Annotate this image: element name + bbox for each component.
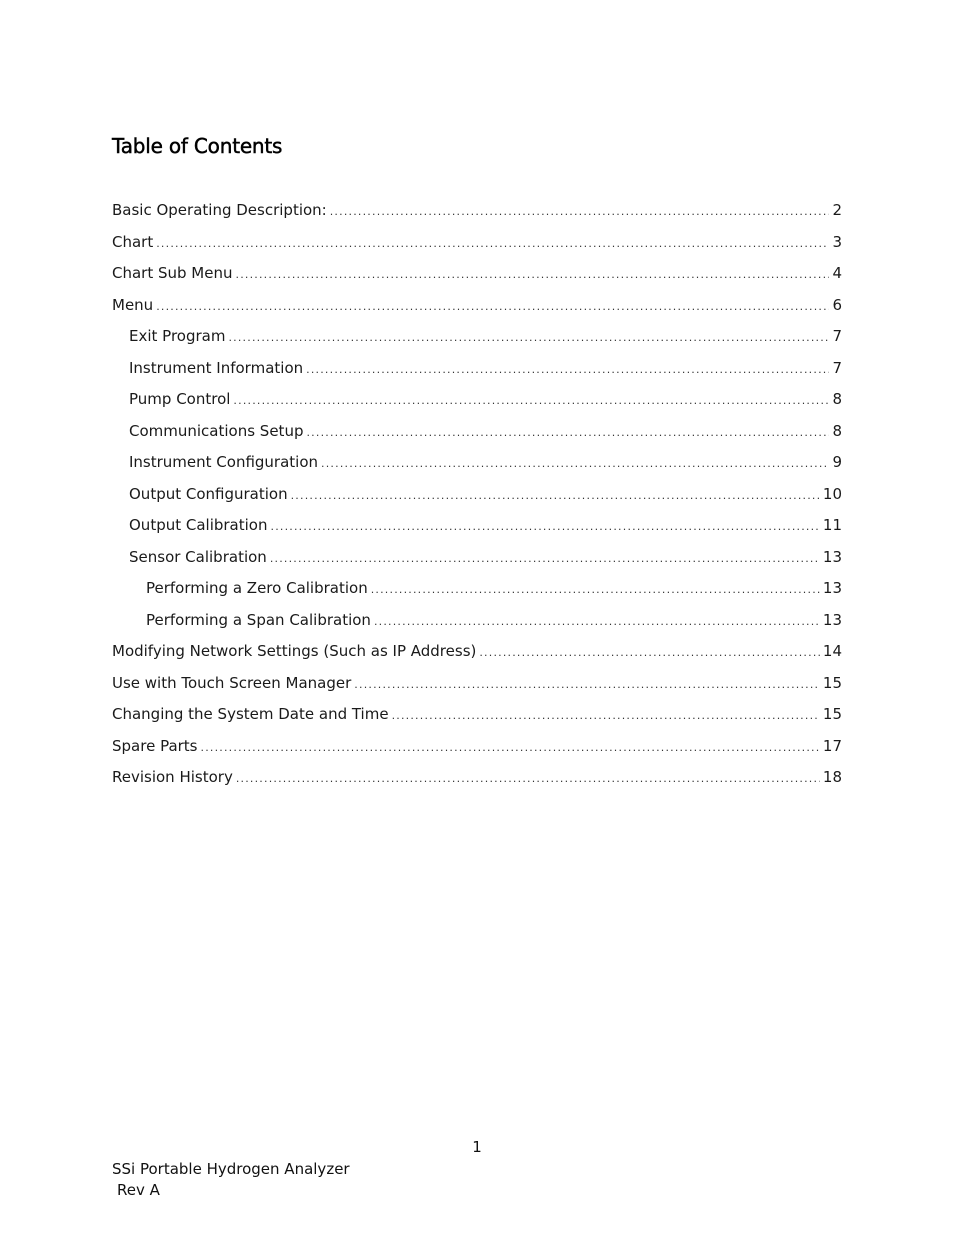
- toc-entry-chart-sub-menu[interactable]: [112, 262, 842, 294]
- dot-leader: [306, 359, 829, 381]
- toc-entry-zero-calibration[interactable]: [112, 577, 842, 609]
- toc-entry-basic-operating-description[interactable]: [112, 199, 842, 231]
- toc-entry-instrument-information[interactable]: [112, 357, 842, 389]
- dot-leader: [371, 579, 820, 601]
- toc-entry-label: Instrument Configuration: [129, 453, 319, 471]
- toc-entry-pump-control[interactable]: [112, 388, 842, 420]
- toc-entry-span-calibration[interactable]: [112, 609, 842, 641]
- toc-entry-revision-history[interactable]: [112, 766, 842, 798]
- dot-leader: [291, 485, 820, 507]
- dot-leader: [156, 296, 829, 318]
- toc-entry-page: 15: [822, 705, 842, 723]
- toc-entry-label: Pump Control: [129, 390, 231, 408]
- dot-leader: [374, 611, 820, 633]
- footer-product-name: SSi Portable Hydrogen Analyzer: [112, 1160, 350, 1178]
- toc-entry-page: 13: [822, 547, 842, 566]
- toc-entry-page: 18: [822, 768, 842, 786]
- toc-entry-page: 13: [822, 610, 842, 629]
- toc-entry-page: 3: [832, 232, 842, 251]
- dot-leader: [271, 516, 820, 538]
- toc-entry-page: 2: [832, 201, 842, 219]
- toc-entry-output-configuration[interactable]: [112, 483, 842, 515]
- toc-entry-page: 7: [832, 327, 842, 345]
- toc-entry-page: 9: [832, 453, 842, 471]
- dot-leader: [156, 233, 829, 255]
- toc-entry-page: 15: [822, 673, 842, 692]
- table-of-contents: [112, 199, 842, 798]
- toc-entry-page: 4: [832, 264, 842, 282]
- toc-entry-page: 11: [822, 516, 842, 534]
- toc-entry-label: Modifying Network Settings (Such as IP Address): [112, 642, 477, 660]
- toc-entry-label: Sensor Calibration: [129, 547, 267, 566]
- toc-entry-sensor-calibration[interactable]: [112, 546, 842, 578]
- toc-entry-label: Use with Touch Screen Manager: [112, 673, 352, 692]
- toc-entry-output-calibration[interactable]: [112, 514, 842, 546]
- toc-entry-exit-program[interactable]: [112, 325, 842, 357]
- toc-entry-label: Spare Parts: [112, 736, 198, 755]
- toc-entry-chart[interactable]: [112, 231, 842, 263]
- toc-entry-instrument-configuration[interactable]: [112, 451, 842, 483]
- toc-entry-label: Performing a Zero Calibration: [146, 579, 368, 597]
- dot-leader: [270, 548, 820, 570]
- toc-entry-page: 13: [822, 579, 842, 597]
- page-number: 1: [472, 1138, 482, 1156]
- toc-entry-label: Output Calibration: [129, 516, 268, 534]
- dot-leader: [392, 705, 820, 727]
- toc-entry-page: 7: [832, 358, 842, 377]
- toc-entry-label: Communications Setup: [129, 421, 304, 440]
- toc-entry-label: Menu: [112, 295, 154, 314]
- dot-leader: [233, 390, 829, 412]
- dot-leader: [306, 422, 829, 444]
- toc-entry-label: Chart: [112, 232, 154, 251]
- toc-entry-spare-parts[interactable]: [112, 735, 842, 767]
- dot-leader: [321, 453, 829, 475]
- toc-entry-page: 10: [822, 484, 842, 503]
- toc-entry-label: Revision History: [112, 768, 233, 786]
- page-title: Table of Contents: [112, 134, 283, 158]
- dot-leader: [330, 201, 830, 223]
- dot-leader: [201, 737, 820, 759]
- toc-entry-modifying-network-settings[interactable]: [112, 640, 842, 672]
- toc-entry-label: Instrument Information: [129, 358, 304, 377]
- toc-entry-page: 6: [832, 295, 842, 314]
- toc-entry-label: Performing a Span Calibration: [146, 610, 371, 629]
- toc-entry-label: Output Configuration: [129, 484, 288, 503]
- toc-entry-label: Changing the System Date and Time: [112, 705, 389, 723]
- dot-leader: [228, 327, 829, 349]
- dot-leader: [236, 264, 830, 286]
- toc-entry-label: Exit Program: [129, 327, 226, 345]
- dot-leader: [236, 768, 820, 790]
- footer-revision: Rev A: [117, 1181, 160, 1199]
- toc-entry-page: 17: [822, 736, 842, 755]
- toc-entry-page: 14: [822, 642, 842, 660]
- dot-leader: [479, 642, 820, 664]
- toc-entry-page: 8: [832, 390, 842, 408]
- toc-entry-label: Chart Sub Menu: [112, 264, 233, 282]
- toc-entry-system-date-time[interactable]: [112, 703, 842, 735]
- dot-leader: [354, 674, 820, 696]
- toc-entry-communications-setup[interactable]: [112, 420, 842, 452]
- toc-entry-label: Basic Operating Description:: [112, 201, 327, 219]
- toc-entry-menu[interactable]: [112, 294, 842, 326]
- page-footer: [112, 1159, 350, 1201]
- toc-entry-page: 8: [832, 421, 842, 440]
- toc-entry-touch-screen-manager[interactable]: [112, 672, 842, 704]
